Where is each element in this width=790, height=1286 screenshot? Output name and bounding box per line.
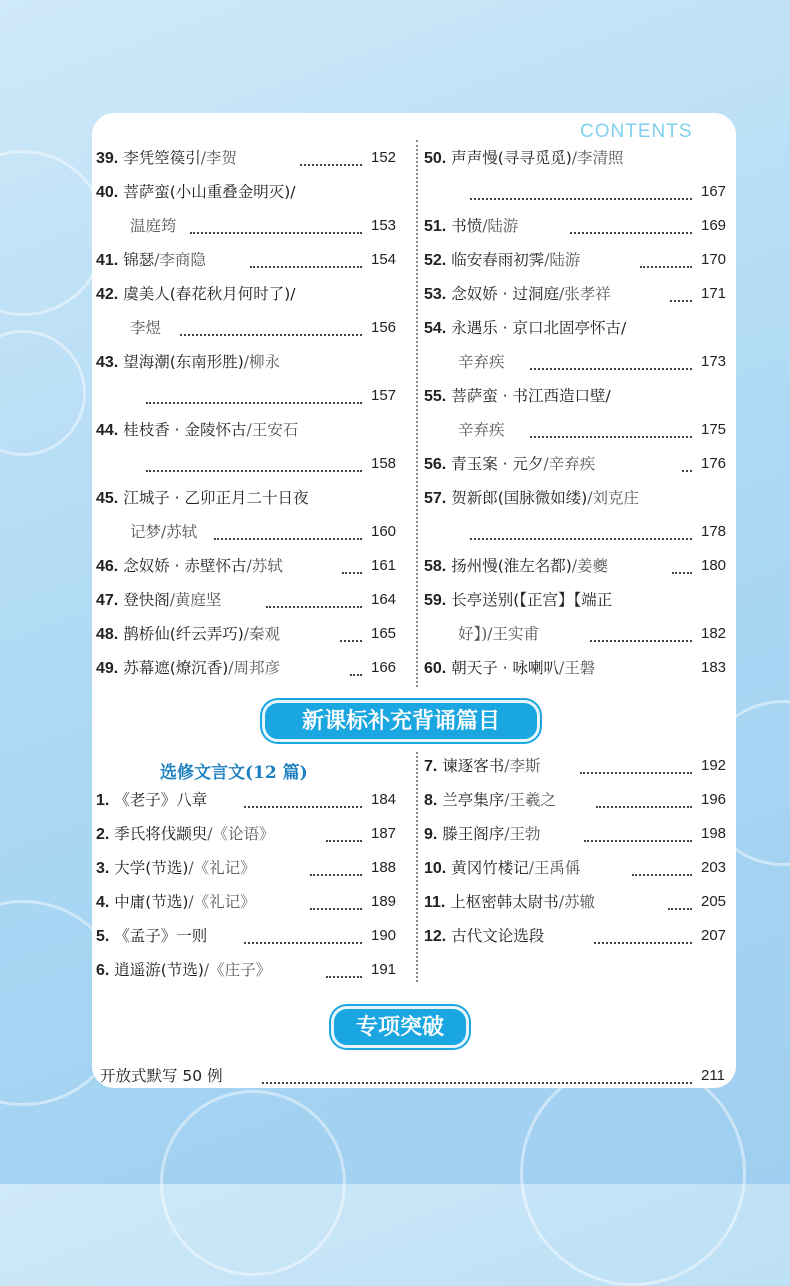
page-number: 189 xyxy=(371,893,397,910)
sub-heading: 选修文言文(12 篇) xyxy=(160,763,308,783)
toc-entry[interactable]: 41. 锦瑟/李商隐 xyxy=(96,251,206,269)
dot-leader xyxy=(530,436,692,438)
dot-leader xyxy=(570,232,692,234)
toc-entry[interactable]: 56. 青玉案 · 元夕/辛弃疾 xyxy=(424,455,596,473)
cloud-swirl-decoration xyxy=(520,1060,746,1286)
page-number: 171 xyxy=(701,285,727,302)
toc-entry[interactable]: 50. 声声慢(寻寻觅觅)/李清照 xyxy=(424,149,624,167)
toc-entry[interactable]: 40. 菩萨蛮(小山重叠金明灭)/ xyxy=(96,183,296,201)
dot-leader xyxy=(580,772,692,774)
toc-entry[interactable]: 4. 中庸(节选)/《礼记》 xyxy=(96,893,256,911)
dot-leader xyxy=(262,1082,692,1084)
dot-leader xyxy=(310,874,362,876)
page-number: 164 xyxy=(371,591,397,608)
page-number: 203 xyxy=(701,859,727,876)
toc-entry[interactable]: 52. 临安春雨初霁/陆游 xyxy=(424,251,581,269)
page-number: 205 xyxy=(701,893,727,910)
page-number: 170 xyxy=(701,251,727,268)
dot-leader xyxy=(326,976,362,978)
cloud-swirl-decoration xyxy=(0,330,86,456)
toc-entry[interactable]: 48. 鹊桥仙(纤云弄巧)/秦观 xyxy=(96,625,281,643)
toc-entry[interactable]: 42. 虞美人(春花秋月何时了)/ xyxy=(96,285,296,303)
page-number: 191 xyxy=(371,961,397,978)
dot-leader xyxy=(668,908,692,910)
toc-entry[interactable]: 46. 念奴娇 · 赤壁怀古/苏轼 xyxy=(96,557,283,575)
dot-leader xyxy=(590,640,692,642)
toc-entry[interactable]: 39. 李凭箜篌引/李贺 xyxy=(96,149,237,167)
dot-leader xyxy=(340,640,362,642)
page-number: 192 xyxy=(701,757,727,774)
dot-leader xyxy=(530,368,692,370)
page-number: 165 xyxy=(371,625,397,642)
dot-leader xyxy=(326,840,362,842)
page-number: 152 xyxy=(371,149,397,166)
page-number: 161 xyxy=(371,557,397,574)
contents-label: CONTENTS xyxy=(580,121,693,142)
dot-leader xyxy=(596,806,692,808)
page-number: 158 xyxy=(371,455,397,472)
page-number: 207 xyxy=(701,927,727,944)
dot-leader xyxy=(640,266,692,268)
toc-entry-author: 温庭筠 xyxy=(130,217,177,235)
cloud-swirl-decoration xyxy=(0,150,106,316)
dot-leader xyxy=(672,572,692,574)
toc-entry[interactable]: 53. 念奴娇 · 过洞庭/张孝祥 xyxy=(424,285,611,303)
dot-leader xyxy=(244,942,362,944)
page-number: 157 xyxy=(371,387,397,404)
dot-leader xyxy=(244,806,362,808)
page-number: 198 xyxy=(701,825,727,842)
toc-entry[interactable]: 2. 季氏将伐颛臾/《论语》 xyxy=(96,825,275,843)
toc-entry[interactable]: 1. 《老子》八章 xyxy=(96,791,208,809)
toc-entry[interactable]: 8. 兰亭集序/王羲之 xyxy=(424,791,557,809)
page-number: 178 xyxy=(701,523,727,540)
section-banner: 新课标补充背诵篇目 xyxy=(262,700,540,742)
toc-entry[interactable]: 5. 《孟子》一则 xyxy=(96,927,208,945)
dot-leader xyxy=(310,908,362,910)
page-number: 160 xyxy=(371,523,397,540)
column-divider xyxy=(416,140,418,687)
toc-entry[interactable]: 49. 苏幕遮(燎沉香)/周邦彦 xyxy=(96,659,281,677)
dot-leader xyxy=(350,674,362,676)
toc-entry[interactable]: 45. 江城子 · 乙卯正月二十日夜 xyxy=(96,489,309,507)
dot-leader xyxy=(470,198,692,200)
dot-leader xyxy=(584,840,692,842)
dot-leader xyxy=(594,942,692,944)
toc-entry[interactable]: 12. 古代文论选段 xyxy=(424,927,545,945)
dot-leader xyxy=(190,232,362,234)
toc-entry[interactable]: 47. 登快阁/黄庭坚 xyxy=(96,591,222,609)
dot-leader xyxy=(146,402,362,404)
special-banner: 专项突破 xyxy=(331,1006,469,1048)
toc-entry[interactable]: 57. 贺新郎(国脉微如缕)/刘克庄 xyxy=(424,489,640,507)
dot-leader xyxy=(470,538,692,540)
page-number: 154 xyxy=(371,251,397,268)
page-number: 183 xyxy=(701,659,727,676)
toc-entry-author: 记梦/苏轼 xyxy=(130,523,198,541)
toc-entry[interactable]: 9. 滕王阁序/王勃 xyxy=(424,825,541,843)
toc-entry[interactable]: 59. 长亭送别(【正宫】【端正 xyxy=(424,591,613,609)
page-number: 182 xyxy=(701,625,727,642)
dot-leader xyxy=(342,572,362,574)
toc-entry[interactable]: 10. 黄冈竹楼记/王禹偁 xyxy=(424,859,581,877)
dot-leader xyxy=(214,538,362,540)
toc-entry[interactable]: 51. 书愤/陆游 xyxy=(424,217,519,235)
page-number: 156 xyxy=(371,319,397,336)
dot-leader xyxy=(180,334,362,336)
dot-leader xyxy=(670,300,692,302)
toc-entry[interactable]: 3. 大学(节选)/《礼记》 xyxy=(96,859,256,877)
page-number: 211 xyxy=(701,1067,725,1084)
toc-entry-author: 辛弃疾 xyxy=(458,353,505,371)
page-number: 175 xyxy=(701,421,727,438)
toc-entry[interactable]: 44. 桂枝香 · 金陵怀古/王安石 xyxy=(96,421,299,439)
dot-leader xyxy=(146,470,362,472)
column-divider xyxy=(416,752,418,982)
toc-entry[interactable]: 58. 扬州慢(淮左名都)/姜夔 xyxy=(424,557,609,575)
cloud-swirl-decoration xyxy=(160,1090,346,1276)
page-number: 196 xyxy=(701,791,727,808)
page-number: 173 xyxy=(701,353,727,370)
dot-leader xyxy=(250,266,362,268)
toc-entry[interactable]: 11. 上枢密韩太尉书/苏辙 xyxy=(424,893,596,911)
dot-leader xyxy=(266,606,362,608)
dot-leader xyxy=(300,164,362,166)
page-number: 180 xyxy=(701,557,727,574)
toc-entry[interactable]: 43. 望海潮(东南形胜)/柳永 xyxy=(96,353,281,371)
page-number: 188 xyxy=(371,859,397,876)
page-number: 167 xyxy=(701,183,727,200)
page-number: 187 xyxy=(371,825,397,842)
toc-entry[interactable]: 7. 谏逐客书/李斯 xyxy=(424,757,541,775)
toc-entry-author: 李煜 xyxy=(130,319,162,337)
page-number: 153 xyxy=(371,217,397,234)
toc-entry[interactable]: 60. 朝天子 · 咏喇叭/王磐 xyxy=(424,659,596,677)
page-number: 166 xyxy=(371,659,397,676)
toc-entry[interactable]: 6. 逍遥游(节选)/《庄子》 xyxy=(96,961,272,979)
toc-entry-author: 好】)/王实甫 xyxy=(458,625,540,643)
page-number: 169 xyxy=(701,217,727,234)
toc-entry[interactable]: 54. 永遇乐 · 京口北固亭怀古/ xyxy=(424,319,627,337)
page-number: 176 xyxy=(701,455,727,472)
dot-leader xyxy=(632,874,692,876)
toc-entry-author: 辛弃疾 xyxy=(458,421,505,439)
page-number: 190 xyxy=(371,927,397,944)
toc-entry[interactable]: 开放式默写 50 例 xyxy=(100,1067,223,1085)
dot-leader xyxy=(682,470,692,472)
page-number: 184 xyxy=(371,791,397,808)
toc-entry[interactable]: 55. 菩萨蛮 · 书江西造口壁/ xyxy=(424,387,611,405)
